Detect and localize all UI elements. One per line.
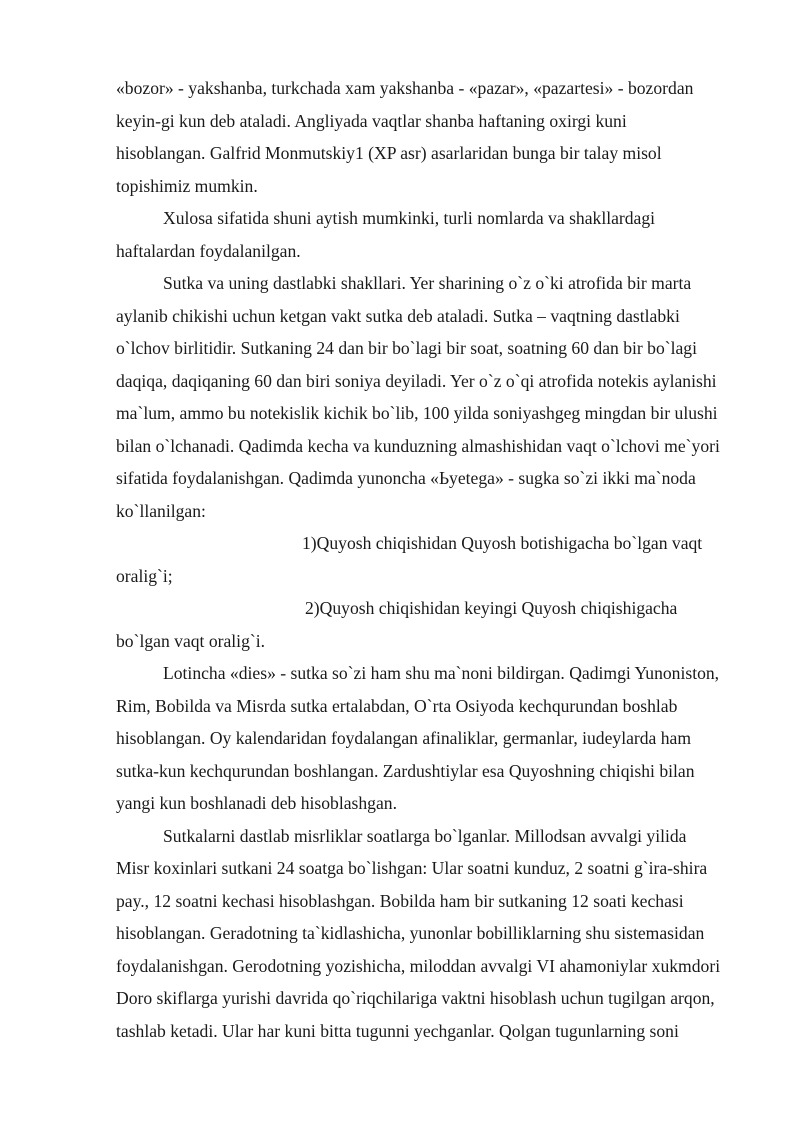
list-item-2: 2)Quyosh chiqishidan keyingi Quyosh chiqishigacha: [305, 598, 678, 618]
text-line: tashlab ketadi. Ular har kuni bitta tugunni yechganlar. Qolgan tugunlarning soni: [116, 1020, 679, 1041]
list-item-2-continuation: bo`lgan vaqt oralig`i.: [116, 630, 266, 651]
text-line: haftalardan foydalanilgan.: [116, 240, 301, 261]
text-line: topishimiz mumkin.: [116, 175, 258, 196]
paragraph-continuation: [116, 72, 756, 202]
text-line: pay., 12 soatni kechasi hisoblashgan. Bobilda ham bir sutkaning 12 soati kechasi: [116, 890, 684, 911]
text-line: daqiqa, daqiqaning 60 dan biri soniya deyiladi. Yer o`z o`qi atrofida notekis aylanishi: [116, 370, 717, 391]
list-item-1-continuation: oralig`i;: [116, 565, 173, 586]
text-line: ma`lum, ammo bu notekislik kichik bo`lib, 100 yilda soniyashgeg mingdan bir ulushi: [116, 403, 718, 423]
text-line: Sutkalarni dastlab misrliklar soatlarga bo`lganlar. Millodsan avvalgi yilida: [163, 825, 687, 846]
text-line: sutka-kun kechqurundan boshlangan. Zardushtiylar esa Quyoshning chiqishi bilan: [116, 760, 695, 781]
paragraph-conclusion: [116, 202, 756, 267]
text-line: bilan o`lchanadi. Qadimda kecha va kunduzning almashishidan vaqt o`lchovi me`yori: [116, 435, 720, 456]
list-item-1: 1)Quyosh chiqishidan Quyosh botishigacha bo`lgan vaqt: [302, 533, 703, 553]
paragraph-sutka: [116, 267, 756, 527]
text-line: o`lchov birlitidir. Sutkaning 24 dan bir bo`lagi bir soat, soatning 60 dan bir bo`lagi: [116, 338, 697, 358]
document-body: [116, 72, 756, 1047]
text-line: Sutka va uning dastlabki shakllari. Yer sharining o`z o`ki atrofida bir marta: [163, 273, 692, 293]
text-line: hisoblangan. Oy kalendaridan foydalangan afinaliklar, germanlar, iudeylarda ham: [116, 728, 692, 748]
text-line: Lotincha «dies» - sutka so`zi ham shu ma`noni bildirgan. Qadimgi Yunoniston,: [163, 663, 720, 683]
text-line: foydalanishgan. Gerodotning yozishicha, miloddan avvalgi VI ahamoniylar xukmdori: [116, 955, 721, 976]
text-line: hisoblangan. Geradotning ta`kidlashicha, yunonlar bobilliklarning shu sistemasidan: [116, 923, 705, 943]
text-line: ko`llanilgan:: [116, 500, 206, 521]
text-line: keyin-gi kun deb ataladi. Angliyada vaqtlar shanba haftaning oxirgi kuni: [116, 110, 627, 131]
text-line: Misr koxinlari sutkani 24 soatga bo`lishgan: Ular soatni kunduz, 2 soatni g`ira-shira: [116, 858, 708, 878]
paragraph-hours: [116, 820, 756, 1048]
text-line: yangi kun boshlanadi deb hisoblashgan.: [116, 793, 397, 813]
text-line: Rim, Bobilda va Misrda sutka ertalabdan, O`rta Osiyoda kechqurundan boshlab: [116, 695, 678, 716]
text-line: sifatida foydalanishgan. Qadimda yunoncha «Ьyetega» - sugka so`zi ikki ma`noda: [116, 468, 696, 488]
text-line: Xulosa sifatida shuni aytish mumkinki, turli nomlarda va shakllardagi: [163, 208, 656, 228]
numbered-list: [116, 527, 756, 657]
text-line: aylanib chikishi uchun ketgan vakt sutka deb ataladi. Sutka – vaqtning dastlabki: [116, 305, 680, 326]
text-line: hisoblangan. Galfrid Monmutskiy1 (XP asr) asarlaridan bunga bir talay misol: [116, 143, 662, 163]
text-line: «bozor» - yakshanba, turkchada xam yakshanba - «pazar», «pazartesi» - bozordan: [116, 78, 694, 98]
paragraph-dies: [116, 657, 756, 820]
text-line: Doro skiflarga yurishi davrida qo`riqchilariga vaktni hisoblash uchun tugilgan arqon,: [116, 988, 715, 1008]
